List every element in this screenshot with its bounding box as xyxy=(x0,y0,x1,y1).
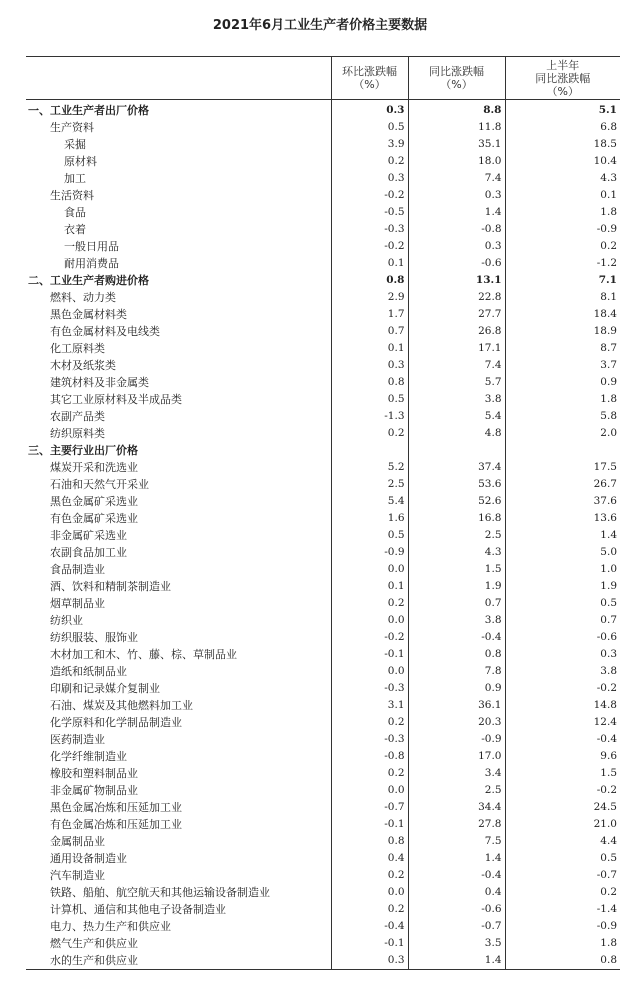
row-yoy-value: 26.8 xyxy=(408,323,505,340)
header-h1-line2: 同比涨跌幅 xyxy=(535,71,591,85)
table-row xyxy=(26,748,620,765)
header-category xyxy=(26,57,331,100)
price-data-table xyxy=(26,56,620,970)
row-yoy-value: 18.0 xyxy=(408,153,505,170)
row-h1-value: 5.8 xyxy=(505,408,620,425)
row-mom-value: 0.5 xyxy=(331,391,408,408)
row-h1-value: 3.8 xyxy=(505,663,620,680)
table-row xyxy=(26,714,620,731)
row-yoy-value: 0.3 xyxy=(408,187,505,204)
row-yoy-value: 17.1 xyxy=(408,340,505,357)
row-name: 其它工业原材料及半成品类 xyxy=(50,393,182,406)
row-mom-value: 0.5 xyxy=(331,119,408,136)
row-h1-value: 3.7 xyxy=(505,357,620,374)
row-mom-value: 3.9 xyxy=(331,136,408,153)
row-yoy-value: -0.4 xyxy=(408,867,505,884)
row-mom-value: -0.5 xyxy=(331,204,408,221)
row-mom-value: 3.1 xyxy=(331,697,408,714)
row-h1-value: 26.7 xyxy=(505,476,620,493)
table-row xyxy=(26,884,620,901)
row-name: 水的生产和供应业 xyxy=(26,952,331,970)
row-h1-value: 18.4 xyxy=(505,306,620,323)
table-row xyxy=(26,476,620,493)
table-row xyxy=(26,765,620,782)
row-name: 铁路、船舶、航空航天和其他运输设备制造业 xyxy=(50,886,270,899)
table-row xyxy=(26,561,620,578)
table-row xyxy=(26,170,620,187)
row-h1-value: 0.2 xyxy=(505,238,620,255)
row-yoy-value: 4.3 xyxy=(408,544,505,561)
row-mom-value: 0.8 xyxy=(331,272,408,289)
row-h1-value xyxy=(505,442,620,459)
row-yoy-value: 8.8 xyxy=(408,100,505,120)
row-yoy-value: 7.4 xyxy=(408,357,505,374)
table-row xyxy=(26,221,620,238)
row-name: 汽车制造业 xyxy=(50,869,105,882)
row-h1-value: 14.8 xyxy=(505,697,620,714)
table-row xyxy=(26,187,620,204)
row-mom-value: 0.7 xyxy=(331,323,408,340)
row-yoy-value: 13.1 xyxy=(408,272,505,289)
row-mom-value: -0.8 xyxy=(331,748,408,765)
row-mom-value: -0.1 xyxy=(331,646,408,663)
row-h1-value: 1.4 xyxy=(505,527,620,544)
row-mom-value: 0.2 xyxy=(331,765,408,782)
row-mom-value: 0.0 xyxy=(331,884,408,901)
row-h1-value: 37.6 xyxy=(505,493,620,510)
table-row xyxy=(26,323,620,340)
row-yoy-value: 0.8 xyxy=(408,646,505,663)
row-mom-value: 0.8 xyxy=(331,374,408,391)
table-row xyxy=(26,816,620,833)
row-h1-value: 18.9 xyxy=(505,323,620,340)
row-h1-value: 18.5 xyxy=(505,136,620,153)
row-mom-value: 0.2 xyxy=(331,901,408,918)
row-name: 黑色金属矿采选业 xyxy=(50,495,138,508)
row-name: 采掘 xyxy=(64,138,86,151)
row-name: 三、主要行业出厂价格 xyxy=(28,444,138,457)
row-mom-value: 0.2 xyxy=(331,595,408,612)
row-h1-value: -0.9 xyxy=(505,221,620,238)
row-name: 煤炭开采和洗选业 xyxy=(50,461,138,474)
row-h1-value: -0.6 xyxy=(505,629,620,646)
row-yoy-value: 35.1 xyxy=(408,136,505,153)
table-row xyxy=(26,119,620,136)
row-name: 黑色金属材料类 xyxy=(50,308,127,321)
row-mom-value: 0.2 xyxy=(331,153,408,170)
row-h1-value: 5.1 xyxy=(505,100,620,120)
header-h1 xyxy=(505,57,620,100)
table-row xyxy=(26,204,620,221)
row-h1-value: 0.1 xyxy=(505,187,620,204)
table-row xyxy=(26,935,620,952)
row-mom-value: 0.1 xyxy=(331,255,408,272)
row-name: 建筑材料及非金属类 xyxy=(50,376,149,389)
row-name: 燃气生产和供应业 xyxy=(50,937,138,950)
row-h1-value: 6.8 xyxy=(505,119,620,136)
row-name: 电力、热力生产和供应业 xyxy=(50,920,171,933)
row-yoy-value: 53.6 xyxy=(408,476,505,493)
row-mom-value: 0.2 xyxy=(331,714,408,731)
row-yoy-value: 7.8 xyxy=(408,663,505,680)
table-row xyxy=(26,918,620,935)
row-yoy-value: 17.0 xyxy=(408,748,505,765)
row-h1-value: -0.2 xyxy=(505,782,620,799)
row-mom-value: 0.5 xyxy=(331,527,408,544)
row-h1-value: 1.9 xyxy=(505,578,620,595)
header-mom xyxy=(331,57,408,100)
row-yoy-value: 11.8 xyxy=(408,119,505,136)
row-name: 食品制造业 xyxy=(50,563,105,576)
table-row xyxy=(26,595,620,612)
row-h1-value: -0.4 xyxy=(505,731,620,748)
header-mom-line1: 环比涨跌幅 xyxy=(342,65,397,78)
header-yoy-line1: 同比涨跌幅 xyxy=(429,65,484,78)
table-row xyxy=(26,238,620,255)
row-h1-value: -0.7 xyxy=(505,867,620,884)
row-name: 有色金属矿采选业 xyxy=(50,512,138,525)
row-name: 有色金属冶炼和压延加工业 xyxy=(50,818,182,831)
row-mom-value: 0.1 xyxy=(331,340,408,357)
row-name: 橡胶和塑料制品业 xyxy=(50,767,138,780)
row-mom-value: 0.3 xyxy=(331,952,408,970)
row-mom-value: -1.3 xyxy=(331,408,408,425)
row-h1-value: 0.8 xyxy=(505,952,620,970)
row-yoy-value: 3.4 xyxy=(408,765,505,782)
row-name: 有色金属材料及电线类 xyxy=(50,325,160,338)
row-h1-value: 0.2 xyxy=(505,884,620,901)
row-yoy-value: 1.4 xyxy=(408,952,505,970)
row-yoy-value: 1.4 xyxy=(408,850,505,867)
row-mom-value: 0.2 xyxy=(331,425,408,442)
header-yoy xyxy=(408,57,505,100)
row-h1-value: 12.4 xyxy=(505,714,620,731)
row-mom-value: -0.2 xyxy=(331,629,408,646)
row-name: 化学纤维制造业 xyxy=(50,750,127,763)
row-h1-value: 0.3 xyxy=(505,646,620,663)
row-yoy-value: 20.3 xyxy=(408,714,505,731)
row-mom-value: 1.6 xyxy=(331,510,408,527)
table-row xyxy=(26,578,620,595)
row-h1-value: 1.0 xyxy=(505,561,620,578)
table-row xyxy=(26,629,620,646)
table-row xyxy=(26,799,620,816)
row-yoy-value: 22.8 xyxy=(408,289,505,306)
row-name: 二、工业生产者购进价格 xyxy=(28,274,149,287)
header-mom-unit: （%） xyxy=(353,78,386,91)
row-yoy-value: 36.1 xyxy=(408,697,505,714)
table-row xyxy=(26,255,620,272)
row-name: 一、工业生产者出厂价格 xyxy=(28,104,149,117)
row-yoy-value: 1.9 xyxy=(408,578,505,595)
row-name: 非金属矿采选业 xyxy=(50,529,127,542)
row-mom-value: -0.4 xyxy=(331,918,408,935)
row-name: 石油、煤炭及其他燃料加工业 xyxy=(50,699,193,712)
row-yoy-value: 2.5 xyxy=(408,527,505,544)
row-h1-value: 4.3 xyxy=(505,170,620,187)
row-yoy-value: 34.4 xyxy=(408,799,505,816)
table-row xyxy=(26,697,620,714)
row-yoy-value: 5.4 xyxy=(408,408,505,425)
row-name: 非金属矿物制品业 xyxy=(50,784,138,797)
row-yoy-value: -0.8 xyxy=(408,221,505,238)
table-row xyxy=(26,136,620,153)
row-name: 烟草制品业 xyxy=(50,597,105,610)
row-name: 木材及纸浆类 xyxy=(50,359,116,372)
table-row xyxy=(26,782,620,799)
row-mom-value: 2.9 xyxy=(331,289,408,306)
row-mom-value: 0.4 xyxy=(331,850,408,867)
table-body xyxy=(26,100,620,970)
table-row xyxy=(26,374,620,391)
table-row xyxy=(26,425,620,442)
row-yoy-value: 2.5 xyxy=(408,782,505,799)
row-mom-value: 5.2 xyxy=(331,459,408,476)
row-mom-value: -0.3 xyxy=(331,731,408,748)
table-row xyxy=(26,952,620,970)
row-h1-value: 1.5 xyxy=(505,765,620,782)
row-h1-value: 1.8 xyxy=(505,391,620,408)
row-name: 农副产品类 xyxy=(50,410,105,423)
row-mom-value: -0.1 xyxy=(331,816,408,833)
row-name: 衣着 xyxy=(64,223,86,236)
row-mom-value: 1.7 xyxy=(331,306,408,323)
page-title: 2021年6月工业生产者价格主要数据 xyxy=(212,18,428,33)
row-h1-value: 2.0 xyxy=(505,425,620,442)
row-yoy-value: -0.6 xyxy=(408,901,505,918)
row-yoy-value: 37.4 xyxy=(408,459,505,476)
table-row xyxy=(26,731,620,748)
row-yoy-value: 3.8 xyxy=(408,391,505,408)
row-h1-value: -1.4 xyxy=(505,901,620,918)
section-row xyxy=(26,272,620,289)
row-name: 原材料 xyxy=(64,155,97,168)
row-name: 纺织原料类 xyxy=(50,427,105,440)
row-yoy-value: 0.3 xyxy=(408,238,505,255)
row-h1-value: 0.5 xyxy=(505,850,620,867)
row-h1-value: -1.2 xyxy=(505,255,620,272)
table-row xyxy=(26,306,620,323)
row-mom-value: 0.0 xyxy=(331,561,408,578)
row-yoy-value: -0.7 xyxy=(408,918,505,935)
row-mom-value: 0.3 xyxy=(331,357,408,374)
row-h1-value: 10.4 xyxy=(505,153,620,170)
row-mom-value: 0.2 xyxy=(331,867,408,884)
row-h1-value: -0.2 xyxy=(505,680,620,697)
table-row xyxy=(26,850,620,867)
header-h1-line1: 上半年 xyxy=(546,58,580,72)
section-row xyxy=(26,100,620,120)
row-name: 通用设备制造业 xyxy=(50,852,127,865)
row-name: 加工 xyxy=(64,172,86,185)
row-mom-value: 0.8 xyxy=(331,833,408,850)
row-yoy-value: -0.9 xyxy=(408,731,505,748)
row-name: 造纸和纸制品业 xyxy=(50,665,127,678)
row-h1-value: 8.1 xyxy=(505,289,620,306)
row-mom-value: 2.5 xyxy=(331,476,408,493)
row-yoy-value: -0.6 xyxy=(408,255,505,272)
row-name: 酒、饮料和精制茶制造业 xyxy=(50,580,171,593)
row-h1-value: 8.7 xyxy=(505,340,620,357)
row-name: 木材加工和木、竹、藤、棕、草制品业 xyxy=(50,648,237,661)
row-mom-value: 0.1 xyxy=(331,578,408,595)
table-row xyxy=(26,153,620,170)
row-yoy-value: 27.8 xyxy=(408,816,505,833)
row-h1-value: 1.8 xyxy=(505,204,620,221)
table-row xyxy=(26,510,620,527)
row-name: 黑色金属冶炼和压延加工业 xyxy=(50,801,182,814)
table-row xyxy=(26,527,620,544)
row-name: 医药制造业 xyxy=(50,733,105,746)
row-mom-value: -0.2 xyxy=(331,238,408,255)
header-yoy-unit: （%） xyxy=(440,78,473,91)
table-row xyxy=(26,357,620,374)
table-row xyxy=(26,391,620,408)
row-yoy-value: 52.6 xyxy=(408,493,505,510)
row-name: 纺织服装、服饰业 xyxy=(50,631,138,644)
row-yoy-value: 3.5 xyxy=(408,935,505,952)
row-name: 耐用消费品 xyxy=(64,257,119,270)
row-name: 燃料、动力类 xyxy=(50,291,116,304)
row-yoy-value: 7.4 xyxy=(408,170,505,187)
row-mom-value: -0.2 xyxy=(331,187,408,204)
row-yoy-value: 16.8 xyxy=(408,510,505,527)
row-h1-value: 0.9 xyxy=(505,374,620,391)
row-yoy-value xyxy=(408,442,505,459)
row-mom-value xyxy=(331,442,408,459)
table-row xyxy=(26,680,620,697)
row-h1-value: 0.7 xyxy=(505,612,620,629)
row-name: 生活资料 xyxy=(50,189,94,202)
row-h1-value: 7.1 xyxy=(505,272,620,289)
row-mom-value: 5.4 xyxy=(331,493,408,510)
row-h1-value: 21.0 xyxy=(505,816,620,833)
row-h1-value: 24.5 xyxy=(505,799,620,816)
row-mom-value: 0.3 xyxy=(331,100,408,120)
row-mom-value: -0.1 xyxy=(331,935,408,952)
row-mom-value: -0.3 xyxy=(331,221,408,238)
table-row xyxy=(26,544,620,561)
row-yoy-value: 0.4 xyxy=(408,884,505,901)
row-yoy-value: 0.9 xyxy=(408,680,505,697)
row-yoy-value: 7.5 xyxy=(408,833,505,850)
row-mom-value: -0.7 xyxy=(331,799,408,816)
row-name: 金属制品业 xyxy=(50,835,105,848)
table-row xyxy=(26,867,620,884)
table-row xyxy=(26,646,620,663)
row-h1-value: 17.5 xyxy=(505,459,620,476)
row-h1-value: 1.8 xyxy=(505,935,620,952)
row-yoy-value: 1.5 xyxy=(408,561,505,578)
table-row xyxy=(26,340,620,357)
row-name: 石油和天然气开采业 xyxy=(50,478,149,491)
row-mom-value: 0.0 xyxy=(331,612,408,629)
table-row xyxy=(26,663,620,680)
table-row xyxy=(26,289,620,306)
row-yoy-value: 1.4 xyxy=(408,204,505,221)
row-h1-value: 9.6 xyxy=(505,748,620,765)
row-mom-value: -0.3 xyxy=(331,680,408,697)
header-h1-unit: （%） xyxy=(546,84,579,98)
row-name: 生产资料 xyxy=(50,121,94,134)
row-mom-value: 0.0 xyxy=(331,663,408,680)
row-mom-value: 0.0 xyxy=(331,782,408,799)
row-h1-value: -0.9 xyxy=(505,918,620,935)
row-h1-value: 0.5 xyxy=(505,595,620,612)
row-h1-value: 4.4 xyxy=(505,833,620,850)
row-name: 农副食品加工业 xyxy=(50,546,127,559)
row-yoy-value: 5.7 xyxy=(408,374,505,391)
row-yoy-value: 3.8 xyxy=(408,612,505,629)
row-yoy-value: 0.7 xyxy=(408,595,505,612)
row-yoy-value: 27.7 xyxy=(408,306,505,323)
row-name: 印刷和记录媒介复制业 xyxy=(50,682,160,695)
row-yoy-value: 4.8 xyxy=(408,425,505,442)
section-row xyxy=(26,442,620,459)
table-row xyxy=(26,833,620,850)
table-row xyxy=(26,612,620,629)
table-row xyxy=(26,408,620,425)
row-mom-value: 0.3 xyxy=(331,170,408,187)
row-h1-value: 13.6 xyxy=(505,510,620,527)
row-name: 化工原料类 xyxy=(50,342,105,355)
row-mom-value: -0.9 xyxy=(331,544,408,561)
row-name: 化学原料和化学制品制造业 xyxy=(50,716,182,729)
table-row xyxy=(26,493,620,510)
row-name: 计算机、通信和其他电子设备制造业 xyxy=(50,903,226,916)
table-row xyxy=(26,901,620,918)
row-h1-value: 5.0 xyxy=(505,544,620,561)
row-yoy-value: -0.4 xyxy=(408,629,505,646)
row-name: 食品 xyxy=(64,206,86,219)
table-header xyxy=(26,57,620,100)
row-name: 一般日用品 xyxy=(64,240,119,253)
row-name: 纺织业 xyxy=(50,614,83,627)
table-row xyxy=(26,459,620,476)
